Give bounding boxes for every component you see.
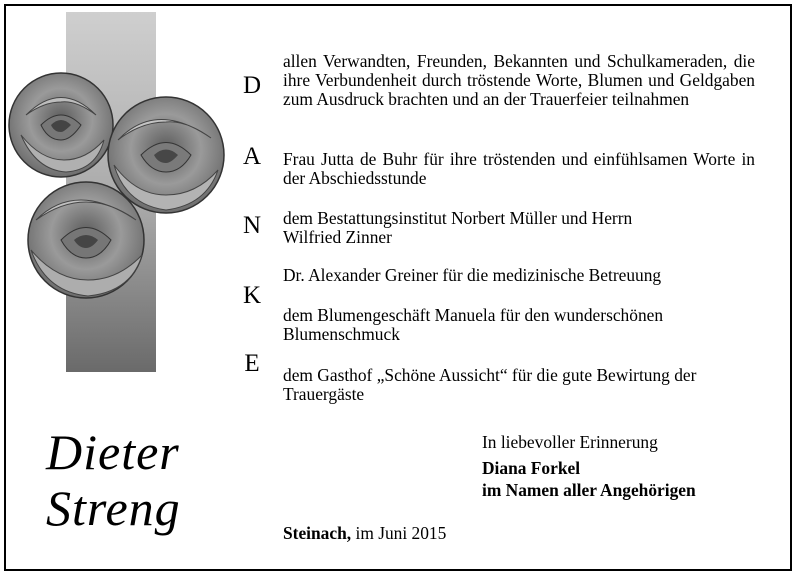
place: Steinach, <box>283 523 352 543</box>
thanks-paragraph-funeral-home: dem Bestattungsinstitut Norbert Müller und Herrn Wilfried Zinner <box>283 208 633 247</box>
thanks-paragraph-inn: dem Gasthof „Schöne Aussicht“ für die gute Bewirtung der Trauergäste <box>283 365 697 404</box>
signer-on-behalf: im Namen aller Angehörigen <box>482 480 696 500</box>
danke-letter-d: D <box>242 72 262 99</box>
thanks-paragraph-jutta: Frau Jutta de Buhr für ihre tröstenden und einfühlsamen Worte in der Abschiedsstunde <box>283 149 755 188</box>
deceased-first-name: Dieter <box>46 424 180 480</box>
danke-letter-e: E <box>244 350 260 377</box>
danke-letter-k: K <box>242 282 262 309</box>
signer-name: Diana Forkel <box>482 458 581 478</box>
rose-top-left <box>9 73 113 177</box>
roses-icon <box>6 70 226 300</box>
rose-top-right <box>108 97 224 213</box>
thanks-paragraph-flowers: dem Blumengeschäft Manuela für den wunderschönen Blumenschmuck <box>283 305 664 344</box>
danke-letter-a: A <box>242 143 262 170</box>
rose-bottom <box>28 182 144 298</box>
thanks-paragraph-relatives: allen Verwandten, Freunden, Bekannten und Schulkameraden, die ihre Verbundenheit durch tröstende Worte, Blumen und Geldgaben zum Ausdruck brachten und an der Trauerfeier teilnahmen <box>283 51 755 109</box>
thanks-paragraph-doctor: Dr. Alexander Greiner für die medizinische Betreuung <box>283 265 662 285</box>
memory-intro: In liebevoller Erinnerung <box>482 432 658 452</box>
place-date <box>283 523 446 544</box>
date: im Juni 2015 <box>355 523 447 543</box>
deceased-last-name: Streng <box>46 480 181 536</box>
danke-letter-n: N <box>242 212 262 239</box>
